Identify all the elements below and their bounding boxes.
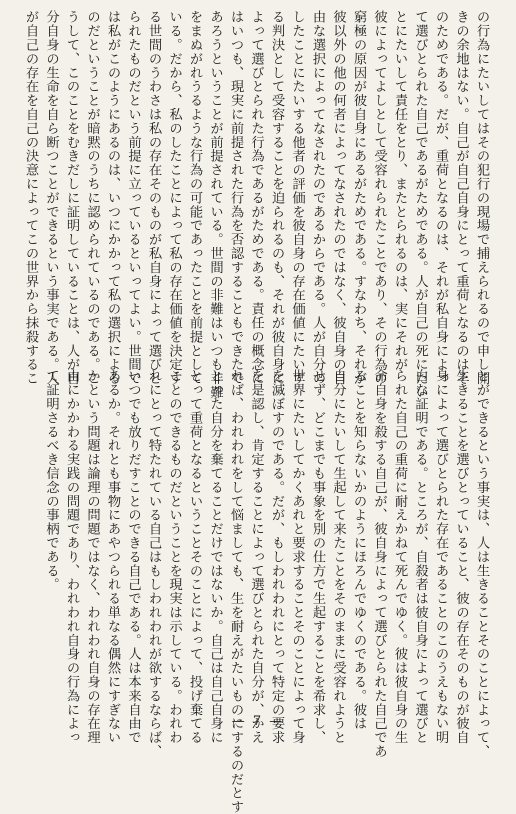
- upper-text-line: あろうということが前提されている。世間の非難はいつも非難: [207, 10, 223, 400]
- lower-text-line: ることを知らないかのようにほろんでゆくのである。彼は: [351, 369, 366, 731]
- lower-text-line: 世界にたいしてかくあれと要求することそのことによって身: [289, 369, 305, 745]
- lower-text-line: れにとって特たれている自己はもしわれわれが欲するならば、: [146, 369, 161, 759]
- lower-text-line: 自分にたいして生起して来たことをそのままに受容れようと: [330, 369, 346, 745]
- lower-text-line: られた自己の重荷に耐えかねて死んでゆく。彼は彼自身の生: [392, 369, 407, 745]
- lower-text-line: とって重荷となるということそのことによって、投げ棄てる: [187, 369, 202, 745]
- lower-text-line: せず、どこまでも事象を別の仕方で生起することを希求し、: [310, 369, 325, 745]
- upper-text-line: る判決として受容することを迫られるのも、それが彼自身に: [269, 10, 284, 386]
- upper-text-line: 彼以外の他の何者によってなされたのではなく、彼自身の自: [330, 10, 346, 386]
- upper-text-line: よって選びとられた行為であるがためである。責任の概念に: [248, 10, 264, 386]
- lower-text-line: あるか。それとも事物にあやつられる単なる偶然にすぎない: [105, 369, 120, 745]
- upper-text-line: 窮極の原因が彼自身にあるがためである。すなわち、それが: [351, 10, 366, 386]
- lower-text-line: れば、われわれをして悩ましても、生を耐えがたいものにするのだとす: [228, 369, 243, 814]
- lower-text-line: 生きることを選びとっていること、彼の存在そのものが彼自: [453, 369, 469, 745]
- upper-text-line: 分自身の生命を自ら断つことができるという事実である。人: [43, 10, 59, 386]
- lower-text-line: とった自分を棄てることだけではないか。自己は自己自身に: [207, 369, 223, 745]
- lower-text-line: 身によって選びとられた存在であることのこのうえもない明: [433, 369, 448, 745]
- upper-text-line: られたものだという前提に立っているといってよい。世間で: [125, 10, 141, 386]
- upper-text-line: きの余地はない。自己が自己自身にとって重荷となるのはそ: [453, 10, 469, 386]
- upper-text-line: とにたいして責任をとり、またとられるのは、実にそれが: [392, 10, 407, 372]
- page-number: — 7 —: [231, 714, 285, 729]
- lower-text-line: 白な証明である。ところが、自殺者は彼自身によって選びと: [412, 369, 428, 745]
- lower-text-line: ことのできるものだということを現実は示している。われわ: [166, 369, 182, 745]
- upper-text-line: て選びとられた自己であるがためである。人が自己の死にたい: [412, 10, 428, 400]
- upper-text-line: 彼によってよしとして受容れられたことであり、その行為の: [371, 10, 387, 386]
- text-block-upper: [23, 10, 491, 400]
- upper-text-line: のだということが暗黙のうちに認められているのである。こ: [84, 10, 100, 386]
- lower-text-line: 命自身を殺する自己が、彼自身によって選びとられた自己であ: [371, 369, 387, 759]
- upper-text-line: うして、このことをむきだしに証明していることは、人が自: [64, 10, 79, 386]
- upper-text-line: はいつも、現実に前提された行為を否認することもできたで: [228, 10, 243, 386]
- upper-text-line: は私がこのようにあるのは、いつにかかって私の選択による: [105, 10, 120, 386]
- upper-text-line: の行為にたいしてはその犯行の現場で捕えられるので申し開: [474, 10, 489, 386]
- upper-text-line: をまぬがれうるような行為の可能であったことを前提として: [187, 10, 202, 386]
- lower-text-line: を是認し、肯定することによって選びとられた自分が、かえ: [248, 369, 264, 745]
- lower-text-line: 由にかかわる実践の問題であり、われわれ自身の行為によっ: [64, 369, 79, 745]
- lower-text-line: いつでも放りだすことのできる自己である。人は本来自由で: [125, 369, 141, 745]
- upper-text-line: のためである。だが、重荷となるのは、それが私自身によっ: [433, 10, 448, 386]
- lower-text-line: て証明さるべき信念の事柄である。: [43, 369, 59, 592]
- upper-text-line: が自己の存在を自己の決意によってこの世界から抹殺するこ: [23, 10, 38, 386]
- lower-text-line: かという問題は論理の問題ではなく、われわれ自身の存在理: [84, 369, 100, 745]
- upper-text-line: 由な選択によってなされたのであるからである。人が自分の: [310, 10, 325, 386]
- upper-text-line: る世間のうわさは私の存在そのものが私自身によって選びと: [146, 10, 161, 386]
- lower-text-line: とができるという事実は、人は生きることそのことによって、: [474, 369, 489, 759]
- text-block-lower: [37, 369, 491, 814]
- upper-text-line: したことにたいする他者の評価を彼自身の存在価値にたいす: [289, 10, 305, 386]
- lower-text-line: を滅ぼすのである。だが、もしわれわれにとって特定の要求: [269, 369, 284, 745]
- upper-text-line: いる。だから、私のしたことによって私の存在価値を決定す: [166, 10, 182, 386]
